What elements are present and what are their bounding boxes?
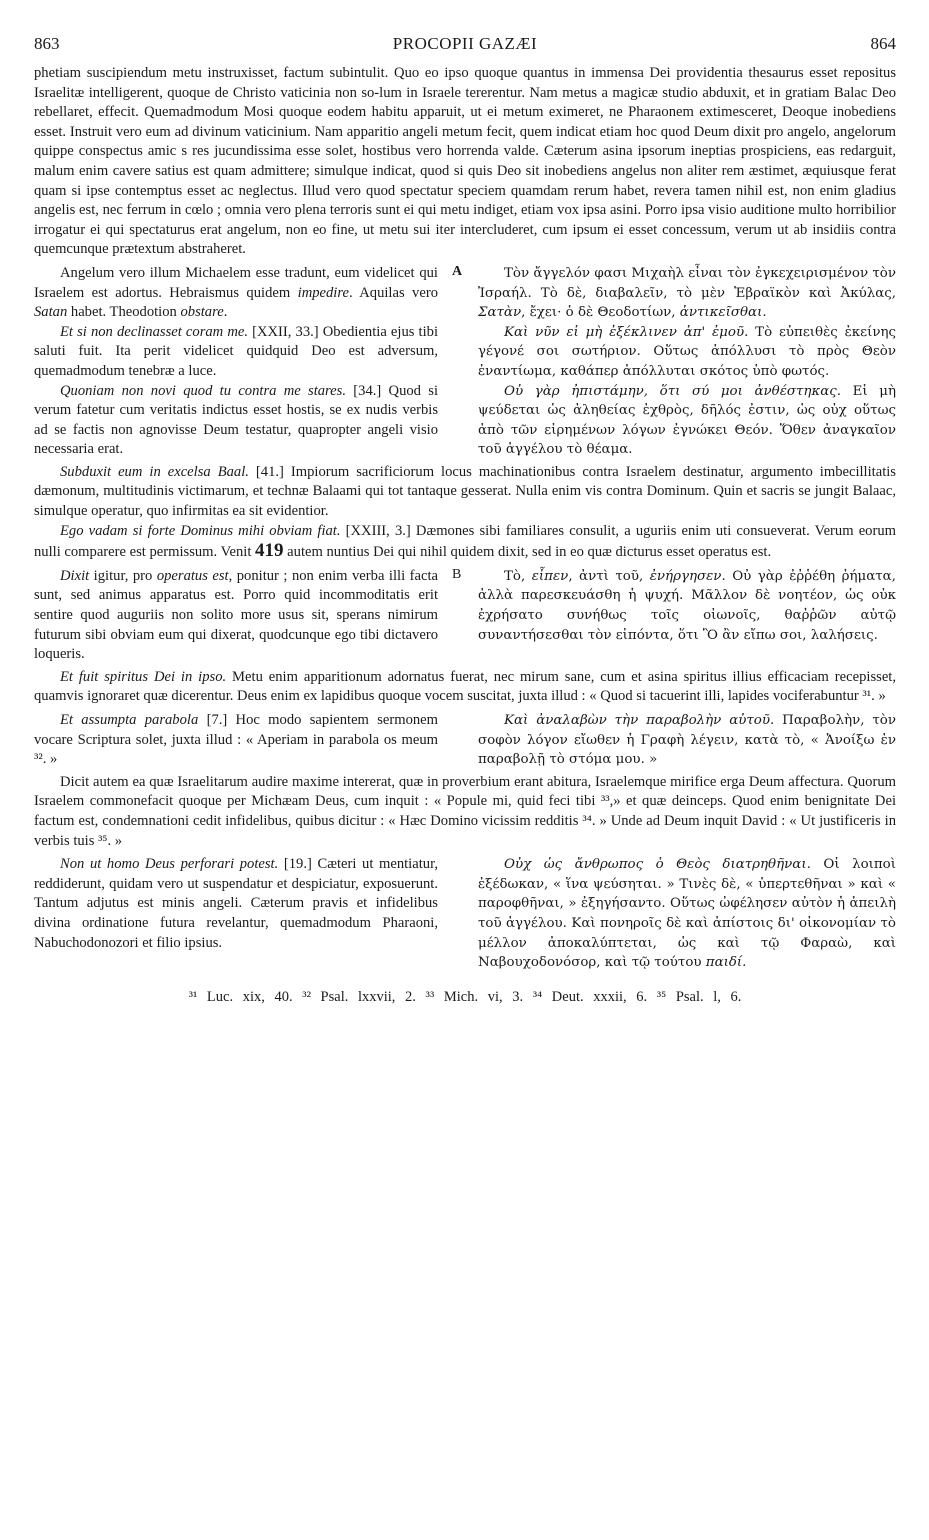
latin-paragraph: Non ut homo Deus perforari potest. [19.] Cæteri ut mentiatur, reddiderunt, quidam vero ut suspendatur et despiciatur, exposuerunt. Tantum adjutus est minis angeli. Cæterum pravis et infidelibus divina ordinatione futura revelantur, quemadmodum Pharaoni, Nabuchodonozori et filio ipsius. (34, 856, 438, 951)
parallel-block-d (34, 855, 896, 973)
running-title: PROCOPII GAZÆI (392, 34, 538, 53)
latin-column-c (34, 711, 438, 770)
latin-column-b (34, 567, 438, 665)
latin-paragraph: Subduxit eum in excelsa Baal. [41.] Impiorum sacrificiorum locus machinationibus contra Israelem destinatur, argumento imbecillitatis dæmonum, multitudinis victimarum, et technæ Balaami qui tot tantaque gesserat. Nulla enim vis contra Dominum. Quin et sacris se jungit Balaac, simulque operatur, quo infirmitas ea sit evidentior. (34, 463, 896, 520)
greek-paragraph: Καὶ ἀναλαβὼν τὴν παραβολὴν αὐτοῦ. Παραβολὴν, τὸν σοφὸν λόγον εἴωθεν ἡ Γραφὴ λέγειν, κατὰ τὸ, « Ἀνοίξω ἐν παραβολῇ τὸ στόμα μου. » (478, 713, 897, 768)
running-header (34, 34, 896, 64)
latin-paragraph: Quoniam non novi quod tu contra me stares. [34.] Quod si verum fatetur cum veritatis indictus esset hostis, se ex nudis verbis ad se factis non agnovisse Deum testatur, quapropter angeli visio necessaria erat. (34, 382, 438, 458)
latin-paragraph: Et si non declinasset coram me. [XXII, 33.] Obedientia ejus tibi saluti fuit. Ita perit videlicet quidquid Deo est adversum, quemadmodum tenebræ a luce. (34, 323, 438, 379)
latin-paragraph: Angelum vero illum Michaelem esse tradunt, eum videlicet qui Israelem est adortus. Hebraismus quidem impedire. Aquilas vero Satan habet. Theodotion obstare. (34, 264, 438, 321)
column-marker-b: B (452, 566, 462, 582)
greek-paragraph: Οὐχ ὡς ἄνθρωπος ὁ Θεὸς διατρηθῆναι. Οἱ λοιποὶ ἐξέδωκαν, « ἵνα ψεύσηται. » Τινὲς δὲ, « ὑπερτεθῆναι » καὶ « παροφθῆναι, » ἐξηγήσαντο. Οὕτως ὠφέλησεν αὐτὸν ἡ ἀπειλὴ τοῦ ἀγγέλου. Καὶ πονηροῖς δὲ καὶ ἀπίστοις δι' οἰκονομίαν τὸ μέλλον ἀποκαλύπτεται, ὡς καὶ τῷ Φαραὼ, καὶ Ναβουχοδονόσορ, καὶ τῷ τούτου παιδί. (478, 857, 896, 971)
intro-paragraph: phetiam suscipiendum metu instruxisset, factum subintulit. Quo eo ipso quoque quantus in immensa Dei providentia thesaurus esset repositus Israelitæ intelligerent, quoque de Christo vaticinia non so-lum in Israele tererentur. Nam metus a magicæ studio abduxit, et in gratiam Balac Deo rebellaret, effecit. Quemadmodum Mosi quoque eodem habitu apparuit, ut ei metum eximeret, ne Pharaonem extimesceret, Deoque inobediens esset. Instruit vero eum ad divinum vaticinium. Nam apparitio angeli metum fecit, quem indicat etiam hoc quod Deum dixit pro angelo, angelorum quippe conspectus amic s res jucundissima esse solet, hostibus vero horrenda valde. Cæterum asina ipsorum ineptias prospiciens, eas redarguit, malum enim cavere satius est quam admittere; simulque indicat, quod si quis Deo sit inobediens angelus non aliter rem æstimet, æquiusque ferat quam si ipse contemptus esset ac neglectus. Illud vero quod spectatur speciem quamdam rerum habet, revera tamen nihil est, non enim gladius angelis est, nec ferrum in cœlo ; omnia vero plena terroris sunt ei qui metu indiget, etiam vox ipsa asini. Porro ipsa visio auditione multo horribilior irrogatur ei qui spectaturus erat angelum, non eo fine, ut metu sui iter intercluderet, cum ipsum ei esset concessum, verum ut ab insidiis contra quemcunque prætextum abstraheret. (34, 65, 896, 258)
parallel-block-b (34, 567, 896, 665)
latin-column-a (34, 264, 438, 460)
page-number-left: 863 (34, 34, 60, 53)
latin-paragraph: Dixit igitur, pro operatus est, ponitur ; non enim verba illi facta sunt, sed animus apparatus est. Porro quid incommoditatis erit sentire quod auguriis non solito more usus sit, sperans nimirum futurum sibi obviam eum qui dixerat, quodcunque ego tibi dictavero loqueris. (34, 567, 438, 663)
greek-column-b (478, 567, 896, 665)
column-number: 419 (255, 540, 284, 562)
latin-column-d (34, 855, 438, 973)
latin-paragraph: Et fuit spiritus Dei in ipso. Metu enim apparitionum adornatus fuerat, nec mirum sane, cum et asina spiritus illius efficaciam recepisset, quamvis ignoraret quæ dicerentur. Deus enim ex lapidibus quoque vocem suscitat, juxta illud : « Quod si tacuerint illi, lapides vociferabuntur ³¹. » (34, 668, 896, 705)
parallel-block-a (34, 264, 896, 460)
greek-paragraph: Τὸν ἄγγελόν φασι Μιχαὴλ εἶναι τὸν ἐγκεχειρισμένον τὸν Ἰσραήλ. Τὸ δὲ, διαβαλεῖν, τὸ μὲν Ἑβραϊκὸν καὶ Ἀκύλας, Σατὰν, ἔχει· ὁ δὲ Θεοδοτίων, ἀντικεῖσθαι. (478, 265, 896, 321)
greek-column-c (478, 711, 896, 770)
greek-paragraph: Καὶ νῦν εἰ μὴ ἐξέκλινεν ἀπ' ἐμοῦ. Τὸ εὐπειθὲς ἐκείνης γέγονέ σοι σωτήριον. Οὕτως ἀπόλλυσι τὸ πρὸς Θεὸν ἐναντίωμα, καθάπερ ἀπόλλυται σκότος ὑπὸ φωτός. (478, 324, 896, 379)
document-page (34, 34, 896, 1006)
greek-column-d (478, 855, 896, 973)
latin-paragraph: Ego vadam si forte Dominus mihi obviam fiat. [XXIII, 3.] Dæmones sibi familiares consulit, a uguriis enim uti consueverat. Verum eorum nulli comparere est permissum. Venit 419 autem nuntius Dei qui nihil quidem dixit, sed in eo quæ dicturus esset operatus est. (34, 522, 896, 562)
page-number-right: 864 (870, 34, 896, 53)
greek-column-a (478, 264, 896, 460)
column-marker-a: A (452, 263, 463, 279)
greek-paragraph: Τὸ, εἶπεν, ἀντὶ τοῦ, ἐνήργησεν. Οὐ γὰρ ἐῤῥέθη ῥήματα, ἀλλὰ παρεσκευάσθη ἡ ψυχή. Μᾶλλον δὲ νοητέον, ὡς οὐκ ἐχρήσατο συνήθως τοῖς οἰωνοῖς, θαῤῥῶν αὐτῷ συναντήσεσθαι τὸν εἰπόντα, ὅτι Ὃ ἂν εἴπω σοι, λαλήσεις. (478, 568, 896, 643)
latin-paragraph: Dicit autem ea quæ Israelitarum audire maxime intererat, quæ in proverbium erant abitura, Israelemque mirifice erga Deum affectura. Quorum Israelem commonefacit quoque per Michæam Deus, cum inquit : « Popule mi, quid feci tibi ³³,» et quæ deinceps. Quod enim benignitate Dei factum est, condemnationi cedit infidelibus, quibus dicitur : « Hæc Domino vicissim redditis ³⁴. » Unde ad Deum inquit David : « Ut justificeris in verbis tuis ³⁵. » (34, 773, 896, 849)
footnotes: ³¹ Luc. xix, 40. ³² Psal. lxxvii, 2. ³³ Mich. vi, 3. ³⁴ Deut. xxxii, 6. ³⁵ Psal. l, 6. (188, 988, 742, 1005)
greek-paragraph: Οὐ γὰρ ἠπιστάμην, ὅτι σύ μοι ἀνθέστηκας. Εἰ μὴ ψεύδεται ὡς ἀληθείας ἐχθρὸς, δῆλός ἐστιν, ὡς οὐχ οὕτως ἀπὸ τῶν εἰρημένων λόγων ἐγνώκει Θεόν. Ὅθεν ἀναγκαῖον τοῦ ἀγγέλου τὸ θέαμα. (478, 383, 897, 458)
parallel-block-c (34, 711, 896, 770)
latin-paragraph: Et assumpta parabola [7.] Hoc modo sapientem sermonem vocare Scriptura solet, juxta illud : « Aperiam in parabola os meum ³². » (34, 712, 439, 768)
